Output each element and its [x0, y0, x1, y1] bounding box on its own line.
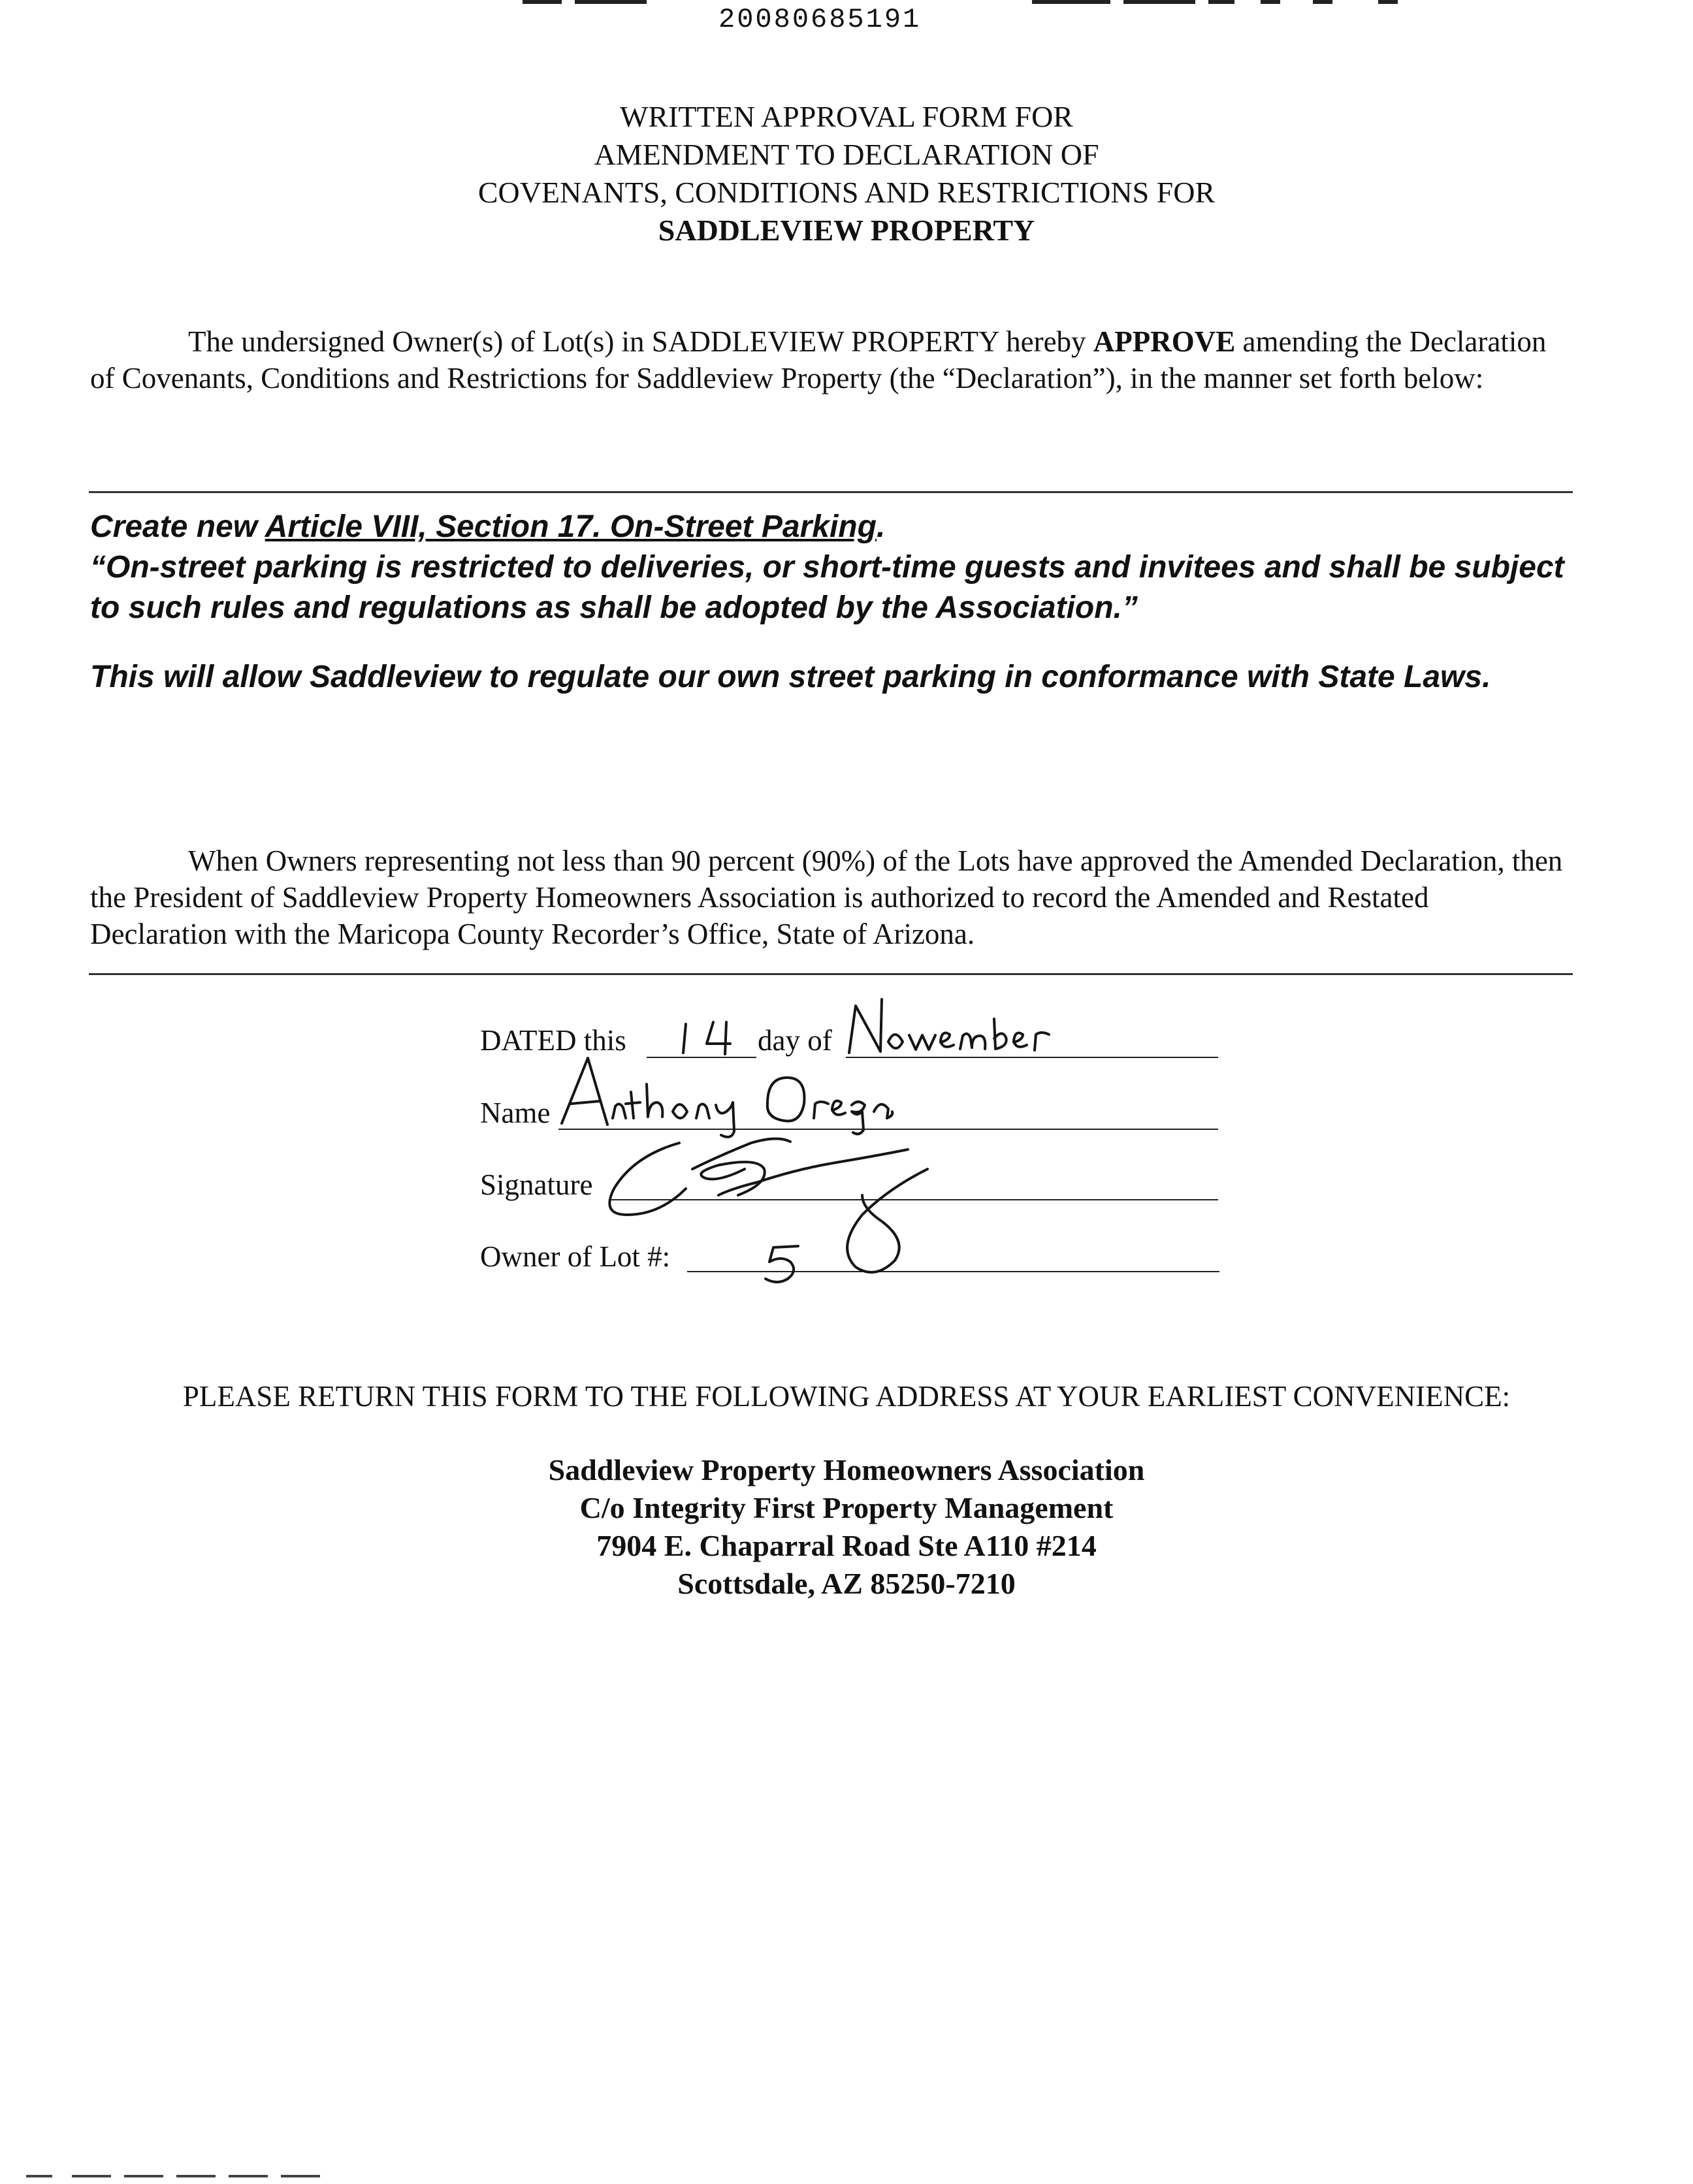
name-label: Name: [480, 1097, 551, 1129]
title-line-3: COVENANTS, CONDITIONS AND RESTRICTIONS FOR: [477, 176, 1216, 209]
amendment-quote: “On-street parking is restricted to deliveries, or short-time guests and invitees and shall be subject to such rules and regulations as shall be adopted by the Association.”: [90, 550, 1564, 625]
address-line-1: Saddleview Property Homeowners Association: [548, 1453, 1145, 1486]
authorization-paragraph: When Owners representing not less than 90 percent (90%) of the Lots have approved the Amended Declaration, then the President of Saddleview Property Homeowners Association is authorized to record the Amended and Restated Declaration with the Maricopa County Recorder’s Office, State of Arizona.: [90, 844, 1563, 950]
signature-label: Signature: [480, 1168, 593, 1201]
amendment-note: This will allow Saddleview to regulate our own street parking in conformance with State Laws.: [90, 660, 1491, 694]
address-line-4: Scottsdale, AZ 85250-7210: [677, 1567, 1016, 1600]
intro-text-2: amending the Declaration of Covenants, Conditions and Restrictions for Saddleview Property (the “Declaration”), in the manner set forth below:: [90, 325, 1547, 394]
title-line-4: SADDLEVIEW PROPERTY: [658, 214, 1035, 247]
title-line-2: AMENDMENT TO DECLARATION OF: [594, 138, 1099, 171]
dated-label: DATED this: [480, 1024, 626, 1057]
amendment-article: Article VIII, Section 17. On-Street Parking: [265, 509, 877, 544]
day-of-label: day of: [758, 1024, 832, 1057]
lot-label: Owner of Lot #:: [480, 1240, 671, 1273]
amendment-lead: Create new: [90, 509, 265, 544]
title-line-1: WRITTEN APPROVAL FORM FOR: [620, 100, 1073, 133]
document-number: 20080685191: [718, 4, 922, 35]
intro-text-1: The undersigned Owner(s) of Lot(s) in SADDLEVIEW PROPERTY hereby: [188, 325, 1093, 358]
return-address: [0, 1451, 1693, 1603]
address-line-3: 7904 E. Chaparral Road Ste A110 #214: [596, 1529, 1097, 1562]
approve-keyword: APPROVE: [1093, 325, 1236, 358]
return-instruction: PLEASE RETURN THIS FORM TO THE FOLLOWING ADDRESS AT YOUR EARLIEST CONVENIENCE:: [182, 1380, 1511, 1413]
amendment-period: .: [876, 509, 886, 544]
address-line-2: C/o Integrity First Property Management: [579, 1491, 1114, 1524]
